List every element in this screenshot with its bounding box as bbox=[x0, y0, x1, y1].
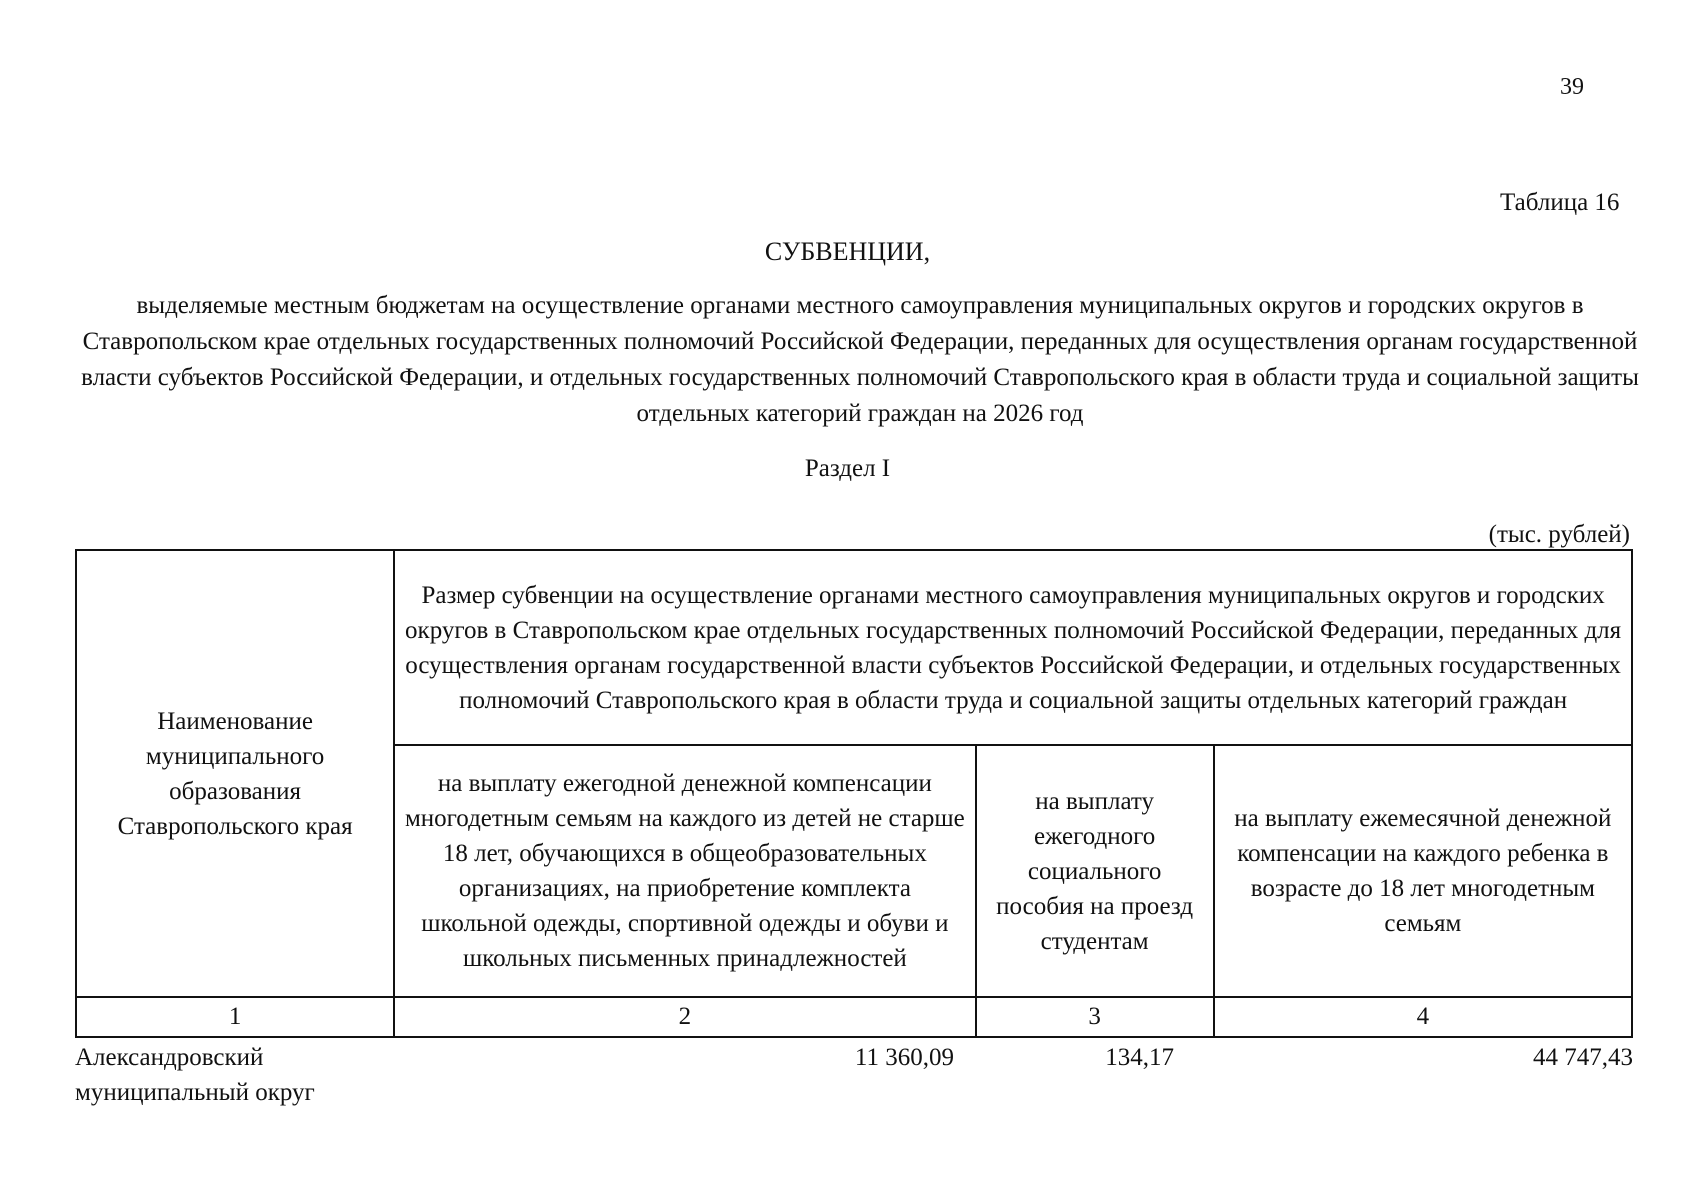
column-number: 2 bbox=[394, 997, 975, 1037]
data-rows bbox=[75, 1040, 1633, 1110]
subsidies-table bbox=[75, 549, 1633, 1038]
column-number-row bbox=[76, 997, 1632, 1037]
header-col2-cell: на выплату ежегодной денежной компенсации многодетным семьям на каждого из детей не старше 18 лет, обучающихся в общеобразовательных организациях, на приобретение комплекта школьной одежды, спортивной одежды и обуви и школьных письменных принадлежностей bbox=[394, 745, 975, 997]
page-number: 39 bbox=[1560, 74, 1584, 100]
row-col2-cell: 11 360,09 bbox=[854, 1044, 954, 1071]
units-label: (тыс. рублей) bbox=[1488, 521, 1630, 548]
document-subtitle: выделяемые местным бюджетам на осуществление органами местного самоуправления муниципальных округов и городских округов в Ставропольском крае отдельных государственных полномочий Российской Федерации, переданных для осуществления органам государственной власти субъектов Российской Федерации, и отдельных государственных полномочий Ставропольского края в области труда и социальной защиты отдельных категорий граждан на 2026 год bbox=[81, 292, 1639, 427]
row-col4-cell: 44 747,43 bbox=[1533, 1044, 1633, 1071]
row-col3-cell: 134,17 bbox=[1105, 1044, 1174, 1071]
column-number: 1 bbox=[76, 997, 394, 1037]
header-col4-cell: на выплату ежемесячной денежной компенсации на каждого ребенка в возрасте до 18 лет многодетным семьям bbox=[1214, 745, 1632, 997]
row-name-cell: Александровский муниципальный округ bbox=[75, 1044, 315, 1106]
document-title: СУБВЕНЦИИ, bbox=[764, 237, 931, 266]
column-number: 3 bbox=[976, 997, 1214, 1037]
header-row-top bbox=[76, 550, 1632, 745]
table-row bbox=[75, 1040, 1633, 1110]
header-name-cell: Наименование муниципального образования Ставропольского края bbox=[76, 550, 394, 997]
header-merged-cell: Размер субвенции на осуществление органами местного самоуправления муниципальных округов и городских округов в Ставропольском крае отдельных государственных полномочий Российской Федерации, переданных для осуществления органам государственной власти субъектов Российской Федерации, и отдельных государственных полномочий Ставропольского края в области труда и социальной защиты отдельных категорий граждан bbox=[394, 550, 1632, 745]
section-heading: Раздел I bbox=[804, 455, 891, 482]
table-label: Таблица 16 bbox=[1500, 189, 1620, 216]
header-col3-cell: на выплату ежегодного социального пособия на проезд студентам bbox=[976, 745, 1214, 997]
column-number: 4 bbox=[1214, 997, 1632, 1037]
